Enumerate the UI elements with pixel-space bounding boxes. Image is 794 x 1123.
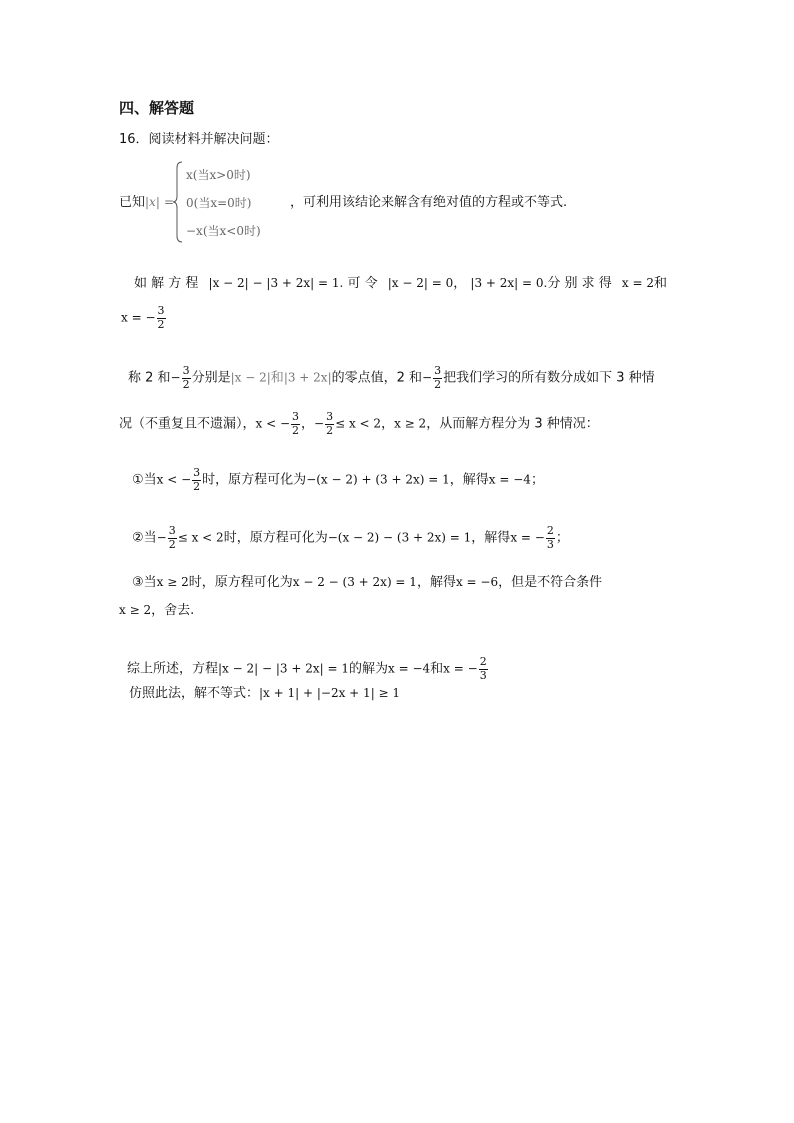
example-sol2-line — [121, 305, 167, 331]
zp-fraction-1 — [182, 365, 191, 391]
left-brace — [172, 160, 184, 244]
zp-cond1: x < − — [255, 416, 291, 431]
fraction-numerator: 3 — [292, 410, 300, 423]
case3-prefix: ③当 — [132, 575, 157, 590]
fraction-denominator: 2 — [157, 317, 165, 331]
case3-cond: x ≥ 2 — [156, 575, 189, 589]
example-eq1: |x − 2| = 0 — [387, 276, 454, 290]
case2-mid: 时，原方程可化为 — [223, 530, 328, 546]
example-comma: ， — [453, 276, 467, 291]
summary-text-a: 综上所述，方程 — [127, 661, 219, 677]
problem-intro-line — [119, 133, 279, 146]
case2-solve: ，解得 — [471, 530, 511, 546]
fraction-denominator: 2 — [434, 377, 442, 391]
case2-cond: ≤ x < 2 — [177, 530, 224, 545]
example-equation: |x − 2| − |3 + 2x| = 1. — [208, 276, 344, 290]
task-text: 仿照此法，解不等式： — [129, 686, 260, 701]
fraction-numerator: 3 — [193, 466, 201, 479]
zero-points-line2 — [119, 411, 599, 437]
zp-comma-2: ， — [381, 416, 395, 432]
case3-mid: 时，原方程可化为 — [188, 575, 293, 590]
fraction-denominator: 3 — [546, 537, 554, 551]
zp-text-f: ，从而解方程分为 3 种情况： — [426, 416, 599, 432]
case3-line2-end: ，舍去. — [151, 603, 195, 618]
summary-sol1: x = −4 — [388, 661, 431, 676]
case1-solution: x = −4 — [488, 472, 531, 487]
case2-prefix: ②当 — [132, 530, 157, 546]
zp-neg-2: − — [422, 370, 433, 385]
case3-tail: ，但是不符合条件 — [498, 575, 603, 590]
summary-text-b: 的解为 — [349, 661, 389, 677]
fraction-denominator: 2 — [193, 479, 201, 493]
definition-prefix-line — [119, 196, 174, 209]
fraction-numerator: 3 — [434, 364, 442, 377]
summary-line — [127, 656, 489, 682]
zp-cond2: ≤ x < 2 — [335, 416, 382, 431]
summary-fraction — [479, 656, 488, 682]
zp-fraction-2 — [433, 365, 442, 391]
case1-line — [132, 467, 544, 493]
case2-sol-prefix: x = − — [510, 530, 545, 545]
case2-line — [132, 525, 569, 551]
fraction-numerator: 3 — [157, 304, 165, 317]
equals-sign: = — [164, 195, 175, 209]
case2-equation: −(x − 2) − (3 + 2x) = 1 — [327, 530, 472, 545]
example-sol2-fraction — [157, 305, 166, 331]
case3-equation: x − 2 − (3 + 2x) = 1 — [292, 575, 417, 589]
section-title: 四、解答题 — [119, 99, 195, 117]
problem-number: 16． — [119, 132, 149, 147]
zp-fraction-3 — [291, 411, 300, 437]
example-intro: 如 解 方 程 — [134, 276, 199, 291]
fraction-numerator: 3 — [168, 524, 176, 537]
task-inequality: |x + 1| + |−2x + 1| ≥ 1 — [259, 686, 401, 700]
case1-mid: 时，原方程可化为 — [202, 472, 307, 488]
case2-end: ； — [555, 530, 569, 546]
case2-neg: − — [156, 530, 167, 545]
problem-intro: 阅读材料并解决问题： — [148, 132, 279, 147]
fraction-numerator: 3 — [182, 364, 190, 377]
example-eq2: |3 + 2x| = 0. — [470, 276, 548, 290]
case2-fraction-cond — [168, 525, 177, 551]
example-and: 和 — [654, 276, 668, 291]
zp-he: 和 — [270, 370, 284, 386]
zp-neg-3: − — [314, 416, 325, 431]
case-zero: 0(当x=0时) — [186, 196, 252, 210]
zp-abs1: |x − 2| — [230, 370, 271, 385]
zp-abs2: |3 + 2x| — [283, 370, 332, 385]
fraction-numerator: 3 — [326, 410, 334, 423]
zp-neg: − — [170, 370, 181, 385]
fraction-numerator: 2 — [479, 655, 487, 668]
definition-prefix: 已知 — [119, 195, 146, 210]
fraction-denominator: 2 — [168, 537, 176, 551]
zp-text-b: 分别是 — [191, 370, 231, 386]
zp-text-c: 的零点值，2 和 — [331, 370, 423, 386]
case3-line2-cond: x ≥ 2 — [119, 603, 152, 617]
case3-solve: ，解得 — [416, 575, 456, 590]
summary-sol2-prefix: x = − — [443, 661, 478, 676]
summary-and: 和 — [430, 661, 444, 677]
case-positive: x(当x>0时) — [186, 168, 251, 182]
example-let: 可 令 — [347, 276, 378, 291]
case3-line — [132, 576, 602, 589]
case1-fraction — [192, 467, 201, 493]
fraction-denominator: 2 — [182, 377, 190, 391]
task-line — [129, 687, 400, 700]
case-negative: −x(当x<0时) — [186, 224, 261, 238]
case1-solve: ，解得 — [449, 472, 489, 488]
piecewise-definition — [172, 160, 282, 244]
case2-fraction-sol — [546, 525, 555, 551]
summary-equation: |x − 2| − |3 + 2x| = 1 — [218, 661, 349, 676]
case1-prefix: ①当 — [132, 472, 157, 488]
case1-cond: x < − — [156, 472, 192, 487]
case1-equation: −(x − 2) + (3 + 2x) = 1 — [306, 472, 450, 487]
zp-fraction-4 — [325, 411, 334, 437]
zero-points-line1 — [128, 365, 655, 391]
fraction-denominator: 2 — [326, 423, 334, 437]
case1-end: ； — [530, 472, 544, 488]
example-sol2-prefix: x = − — [121, 310, 156, 325]
example-line — [134, 277, 667, 290]
fraction-denominator: 3 — [479, 668, 487, 682]
zp-cond3: x ≥ 2 — [394, 416, 427, 431]
zp-text-d: 把我们学习的所有数分成如下 3 种情 — [443, 370, 655, 386]
fraction-denominator: 2 — [292, 423, 300, 437]
fraction-numerator: 2 — [546, 524, 554, 537]
definition-suffix: ，可利用该结论来解含有绝对值的方程或不等式. — [290, 195, 568, 210]
example-sol1: x = 2 — [621, 276, 655, 290]
zp-comma-1: ， — [301, 416, 315, 432]
abs-x: |x| — [145, 195, 160, 209]
case3-solution: x = −6 — [455, 575, 499, 589]
zp-text-a: 称 2 和 — [128, 370, 171, 386]
zp-text-e: 况（不重复且不遗漏）， — [119, 416, 256, 432]
example-solve: 分 别 求 得 — [547, 276, 612, 291]
case3-line2 — [119, 604, 194, 617]
